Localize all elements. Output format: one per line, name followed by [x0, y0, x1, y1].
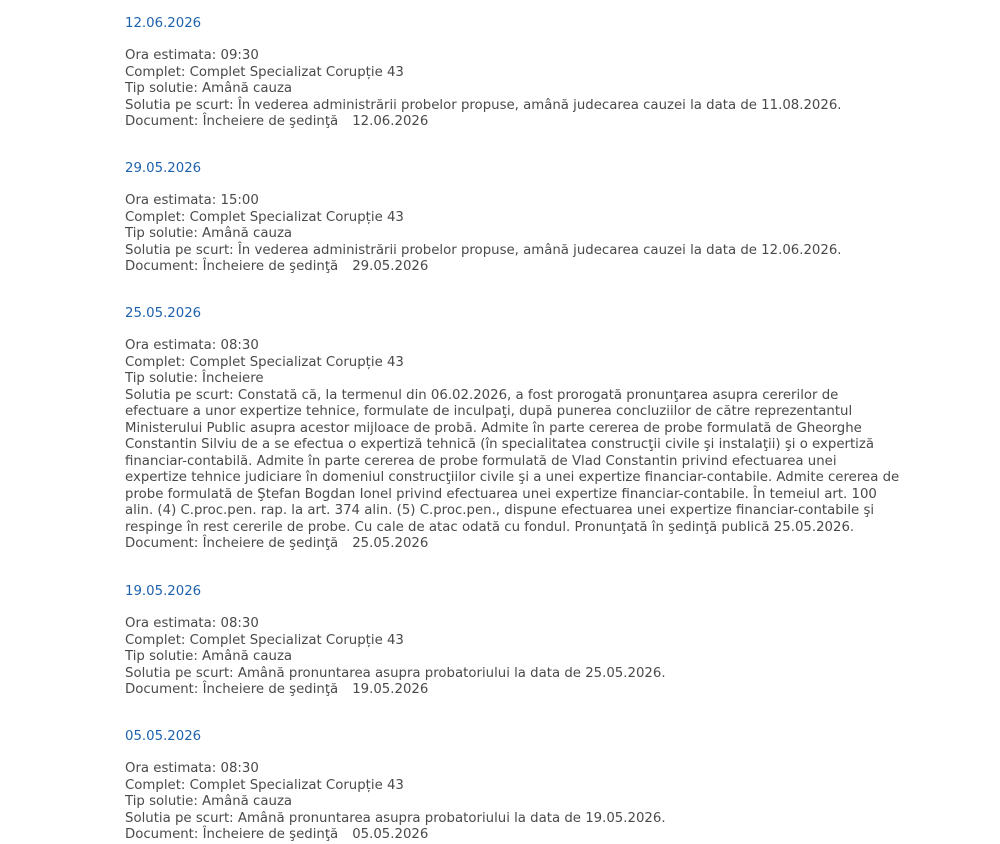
solution-summary: Solutia pe scurt: Amână pronuntarea asupra probatoriului la data de 25.05.2026. [125, 665, 666, 681]
document-label: Document: Încheiere de şedinţă [125, 682, 339, 697]
hearing-date: 05.05.2026 [125, 729, 202, 744]
panel: Complet: Complet Specializat Corupție 43 [125, 64, 404, 80]
solution-summary: Solutia pe scurt: Amână pronuntarea asupra probatoriului la data de 19.05.2026. [125, 810, 666, 826]
hearing-date: 19.05.2026 [125, 584, 202, 599]
document-label: Document: Încheiere de şedinţă [125, 114, 339, 129]
hearing-details [125, 193, 842, 276]
estimated-time: Ora estimata: 09:30 [125, 48, 259, 63]
solution-type: Tip solutie: Amână cauza [125, 226, 293, 241]
hearing-entry [125, 306, 900, 553]
estimated-time: Ora estimata: 08:30 [125, 616, 259, 631]
document-label: Document: Încheiere de şedinţă [125, 259, 339, 274]
solution-summary: Solutia pe scurt: În vederea administrării probelor propuse, amână judecarea cauzei la data de 11.08.2026. [125, 97, 842, 113]
document-line [125, 259, 842, 276]
hearing-entry [125, 16, 842, 131]
document-date: 25.05.2026 [352, 536, 429, 551]
document-line [125, 827, 666, 844]
document-label: Document: Încheiere de şedinţă [125, 536, 339, 551]
document-label: Document: Încheiere de şedinţă [125, 827, 339, 842]
solution-type: Tip solutie: Amână cauza [125, 81, 293, 96]
hearing-details [125, 48, 842, 131]
document-date: 12.06.2026 [352, 114, 429, 129]
document-line [125, 536, 900, 553]
document-date: 19.05.2026 [352, 682, 429, 697]
solution-summary: Solutia pe scurt: Constată că, la termenul din 06.02.2026, a fost prorogată pronunţarea asupra cererilor de efectuare a unor expertize tehnice, formulate de inculpaţi, după punerea concluziilor de către reprezentantul Ministerului Public asupra acestor mijloace de probă. Admite în parte cererea de probe formulată de Gheorghe Constantin Silviu de a se efectua o expertiză tehnică (în specialitatea construcţii civile şi instalaţii) şi o expertiză financiar-contabilă. Admite în parte cererea de probe formulată de Vlad Constantin privind efectuarea unei expertize tehnice judiciare în domeniul construcţiilor civile şi a unei expertize financiar-contabile. Admite cererea de probe formulată de Ştefan Bogdan Ionel privind efectuarea unei expertize financiar-contabile. În temeiul art. 100 alin. (4) C.proc.pen. rap. la art. 374 alin. (5) C.proc.pen., dispune efectuarea unei expertize financiar-contabile şi respinge în rest cererile de probe. Cu cale de atac odată cu fondul. Pronunţată în şedinţă publică 25.05.2026. [125, 387, 900, 535]
document-line [125, 682, 666, 699]
hearing-date: 25.05.2026 [125, 306, 202, 321]
hearing-entry [125, 161, 842, 276]
solution-type: Tip solutie: Încheiere [125, 371, 264, 386]
estimated-time: Ora estimata: 15:00 [125, 193, 259, 208]
hearing-details [125, 616, 666, 699]
hearing-details [125, 338, 900, 553]
hearing-entry [125, 729, 666, 844]
solution-summary: Solutia pe scurt: În vederea administrării probelor propuse, amână judecarea cauzei la data de 12.06.2026. [125, 242, 842, 258]
hearing-entry [125, 584, 666, 699]
solution-type: Tip solutie: Amână cauza [125, 649, 293, 664]
panel: Complet: Complet Specializat Corupție 43 [125, 632, 404, 648]
panel: Complet: Complet Specializat Corupție 43 [125, 354, 404, 370]
document-date: 05.05.2026 [352, 827, 429, 842]
hearing-details [125, 761, 666, 844]
solution-type: Tip solutie: Amână cauza [125, 794, 293, 809]
document-line [125, 114, 842, 131]
estimated-time: Ora estimata: 08:30 [125, 761, 259, 776]
document-date: 29.05.2026 [352, 259, 429, 274]
panel: Complet: Complet Specializat Corupție 43 [125, 777, 404, 793]
estimated-time: Ora estimata: 08:30 [125, 338, 259, 353]
hearing-date: 29.05.2026 [125, 161, 202, 176]
panel: Complet: Complet Specializat Corupție 43 [125, 209, 404, 225]
hearing-date: 12.06.2026 [125, 16, 202, 31]
